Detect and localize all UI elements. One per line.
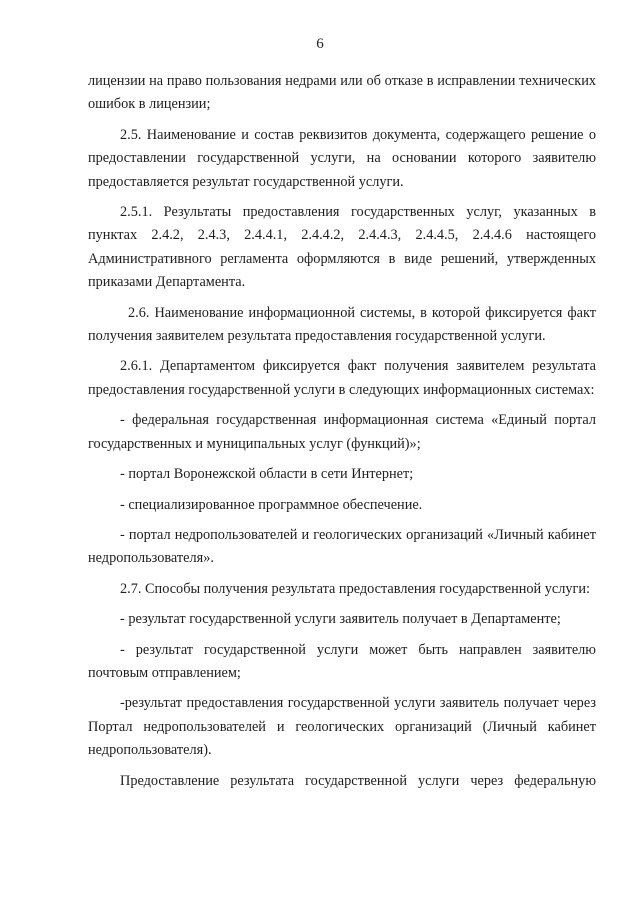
list-item-epgu: - федеральная государственная информационная система «Единый портал государственных и муниципальных услуг (функций)»; — [88, 412, 596, 452]
paragraph-2-5-1: 2.5.1. Результаты предоставления государственных услуг, указанных в пунктах 2.4.2, 2.4.3, 2.4.4.1, 2.4.4.2, 2.4.4.3, 2.4.4.5, 2.4.4.6 настоящего Административного регламента оформляются в виде решений, утвержденных приказами Департамента. — [88, 204, 596, 291]
list-item-cabinet: -результат предоставления государственной услуги заявитель получает через Портал недропользователей и геологических организаций (Личный кабинет недропользователя). — [88, 695, 596, 759]
paragraph-2-7: 2.7. Способы получения результата предоставления государственной услуги: — [120, 580, 591, 597]
list-item-post: - результат государственной услуги может быть направлен заявителю почтовым отправлением; — [88, 641, 596, 681]
list-item-software: - специализированное программное обеспечение. — [120, 496, 423, 513]
page-number: 6 — [316, 36, 324, 52]
paragraph-2-6: 2.6. Наименование информационной системы, в которой фиксируется факт получения заявителем результата предоставления государственной услуги. — [88, 304, 596, 345]
list-item-voronezh-portal: - портал Воронежской области в сети Интернет; — [120, 466, 414, 483]
document-body — [88, 70, 596, 800]
list-item-department: - результат государственной услуги заявитель получает в Департаменте; — [120, 611, 561, 628]
paragraph-federal-portal: Предоставление результата государственной услуги через федеральную — [120, 772, 596, 789]
paragraph-2-5: 2.5. Наименование и состав реквизитов документа, содержащего решение о предоставлении государственной услуги, на основании которого заявителю предоставляется результат государственной услуги. — [88, 126, 596, 190]
paragraph-license-continuation: лицензии на право пользования недрами или об отказе в исправлении технических ошибок в лицензии; — [88, 73, 596, 113]
paragraph-2-6-1: 2.6.1. Департаментом фиксируется факт получения заявителем результата предоставления государственной услуги в следующих информационных системах: — [88, 358, 596, 398]
list-item-subsoil-portal: - портал недропользователей и геологических организаций «Личный кабинет недропользователя». — [88, 526, 596, 567]
